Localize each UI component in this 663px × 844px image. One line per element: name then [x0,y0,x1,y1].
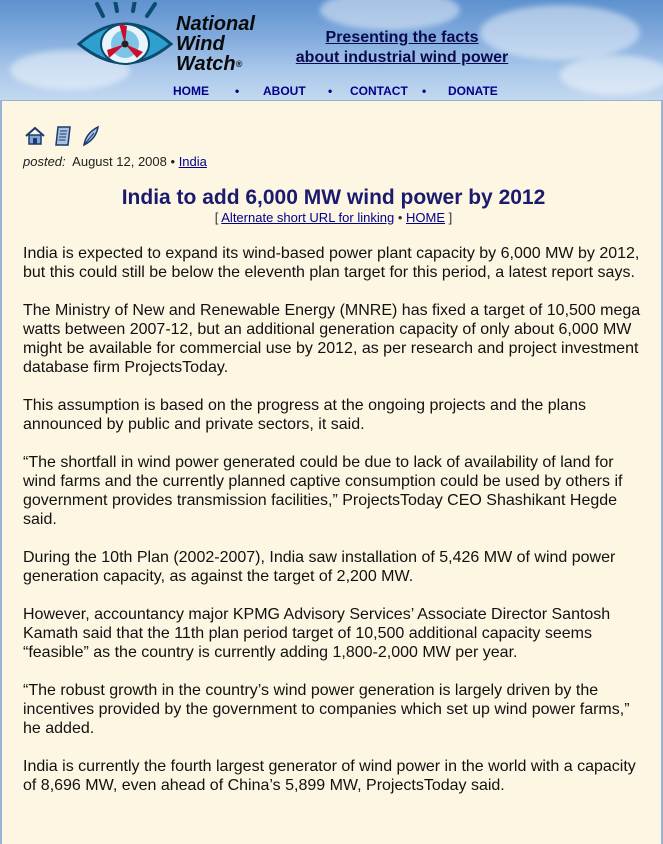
article-title: India to add 6,000 MW wind power by 2012 [121,186,546,209]
logo-wordmark[interactable] [176,14,286,74]
bracket-open: [ [214,210,219,225]
nav-about-link[interactable]: ABOUT [263,84,306,98]
article-paragraph: During the 10th Plan (2002-2007), India saw installation of 5,426 MW of wind power generation capacity, as against the target of 2,200 MW. [23,549,616,585]
bracket-close: ] [448,210,453,225]
nav-separator: • [328,84,333,98]
category-link[interactable]: India [178,154,207,169]
logo-eye-icon[interactable] [75,2,175,78]
meta-separator: • [170,154,176,169]
feather-icon[interactable] [80,125,102,147]
site-tagline [292,28,512,68]
document-icon[interactable] [52,125,74,147]
logo-line-2: Wind [176,33,225,55]
post-meta [23,154,207,169]
article-paragraph: “The shortfall in wind power generated could be due to lack of availability of land for wind farms and the currently planned captive consumption could be used by others if government provides transmission facilities,” ProjectsToday CEO Shashikant Hegde said. [23,454,623,528]
article-paragraph: India is currently the fourth largest generator of wind power in the world with a capacity of 8,696 MW, even ahead of China’s 5,899 MW, ProjectsToday said. [23,758,636,794]
top-nav [0,84,663,100]
article-paragraph: However, accountancy major KPMG Advisory Services’ Associate Director Santosh Kamath said that the 11th plan period target of 10,500 additional capacity seems “feasible” as the country is currently adding 1,800-2,000 MW per year. [23,606,611,661]
nav-separator: • [422,84,427,98]
article-paragraph: “The robust growth in the country’s wind power generation is largely driven by the incentives provided by the government to companies which set up wind power farms,” he added. [23,682,630,737]
home-link[interactable]: HOME [406,210,446,225]
nav-home-link[interactable]: HOME [173,84,209,98]
article-body [23,244,648,814]
home-icon[interactable] [24,125,46,147]
tagline-line-1: Presenting the facts [325,29,479,46]
alternate-url-link[interactable]: Alternate short URL for linking [221,210,395,225]
article-paragraph: India is expected to expand its wind-based power plant capacity by 6,000 MW by 2012, but this could still be below the eleventh plan target for this period, a latest report says. [23,245,640,281]
logo-line-3 [176,54,286,74]
nav-separator: • [235,84,240,98]
site-header [0,0,663,100]
article-sublinks [2,210,663,225]
article-paragraph: The Ministry of New and Renewable Energy (MNRE) has fixed a target of 10,500 mega watts between 2007-12, but an additional generation capacity of only about 6,000 MW might be available for commercial use by 2012, as per research and project investment database firm ProjectsToday. [23,302,641,376]
cloud-decoration [320,0,460,30]
article-paragraph: This assumption is based on the progress at the ongoing projects and the plans announced by public and private sectors, it said. [23,397,587,433]
post-date: August 12, 2008 [72,154,167,169]
tagline-line-2: about industrial wind power [295,49,509,66]
sublink-separator: • [397,210,403,225]
logo-line-3-text: Watch [176,53,236,75]
nav-donate-link[interactable]: DONATE [448,84,498,98]
logo-line-1: National [176,13,255,35]
registered-mark: ® [235,59,243,69]
posted-label: posted: [23,154,66,169]
nav-contact-link[interactable]: CONTACT [350,84,408,98]
article-container [0,100,663,844]
